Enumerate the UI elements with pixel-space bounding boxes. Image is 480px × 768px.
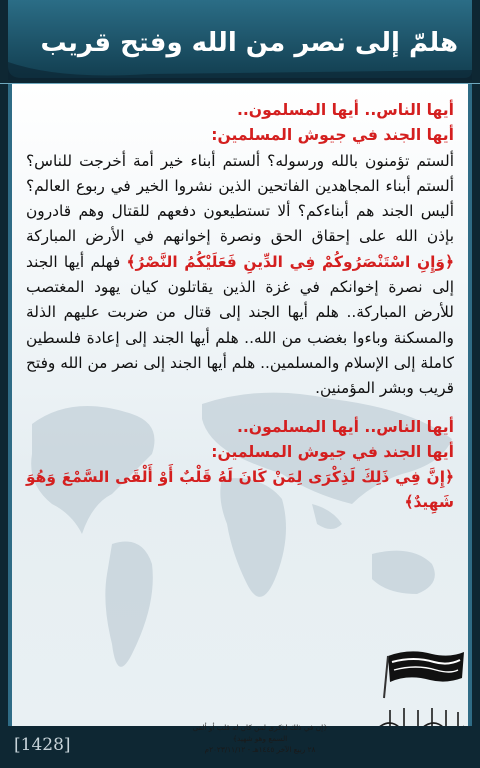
- page-title: هلمّ إلى نصر من الله وفتح قريب: [40, 28, 458, 58]
- header: [0, 0, 480, 84]
- salutation-people-2: أيها الناس.. أيها المسلمون..: [236, 417, 454, 436]
- caption-date: ٢٨ ربيع الآخر ١٤٤٥هـ - ٢٠٢٣/١١/١٢م: [204, 745, 316, 754]
- paragraph-part-1: ألستم تؤمنون بالله ورسوله؟ ألستم أبناء خير أمة أخرجت للناس؟ ألستم أبناء المجاهدين الفاتحين الذين نشروا الخير في ربوع العالم؟ أليس الجند هم أبناءكم؟ ألا تستطيعون دفعهم للقتال وهم قادرون بإذن الله على إحقاق الحق ونصرة إخوانهم في الأرض المباركة: [26, 151, 454, 246]
- issue-number: [1428]: [14, 735, 71, 755]
- salutation-people: أيها الناس.. أيها المسلمون..: [236, 101, 454, 119]
- salutation-soldiers-2: أيها الجند في جيوش المسلمين:: [211, 442, 454, 461]
- salutation-soldiers: أيها الجند في جيوش المسلمين:: [211, 126, 454, 145]
- article-body: [26, 98, 454, 516]
- quran-verse-2: ﴿إِنَّ فِي ذَلِكَ لَذِكْرَى لِمَنْ كَانَ لَهُ قَلْبٌ أَوْ أَلْقَى السَّمْعَ وَهُوَ شَهِيدٌ﴾: [26, 468, 454, 512]
- footer-caption: [190, 722, 330, 755]
- quran-verse-1: ﴿وَإِنِ اسْتَنْصَرُوكُمْ فِي الدِّينِ فَعَلَيْكُمُ النَّصْرُ﴾: [126, 252, 454, 271]
- paragraph-part-2: فهلم أيها الجند إلى نصرة إخوانكم في غزة الذين يقاتلون كيان يهود المغتصب للأرض المباركة.. هلم أيها الجند إلى قتال من ضربت عليهم الذلة والمسكنة وباءوا بغضب من الله.. هلم أيها الجند إلى إعادة فلسطين كاملة إلى الإسلام والمسلمين.. هلم أيها الجند إلى نصر من الله وفتح قريب وبشر المؤمنين.: [25, 252, 454, 398]
- main-paragraph: [26, 149, 454, 402]
- content-panel: [12, 84, 468, 726]
- caption-verse: ﴿إن في ذلك لذكرى لمن كان له قلب أو ألقى السمع وهو شهيد﴾: [192, 723, 328, 743]
